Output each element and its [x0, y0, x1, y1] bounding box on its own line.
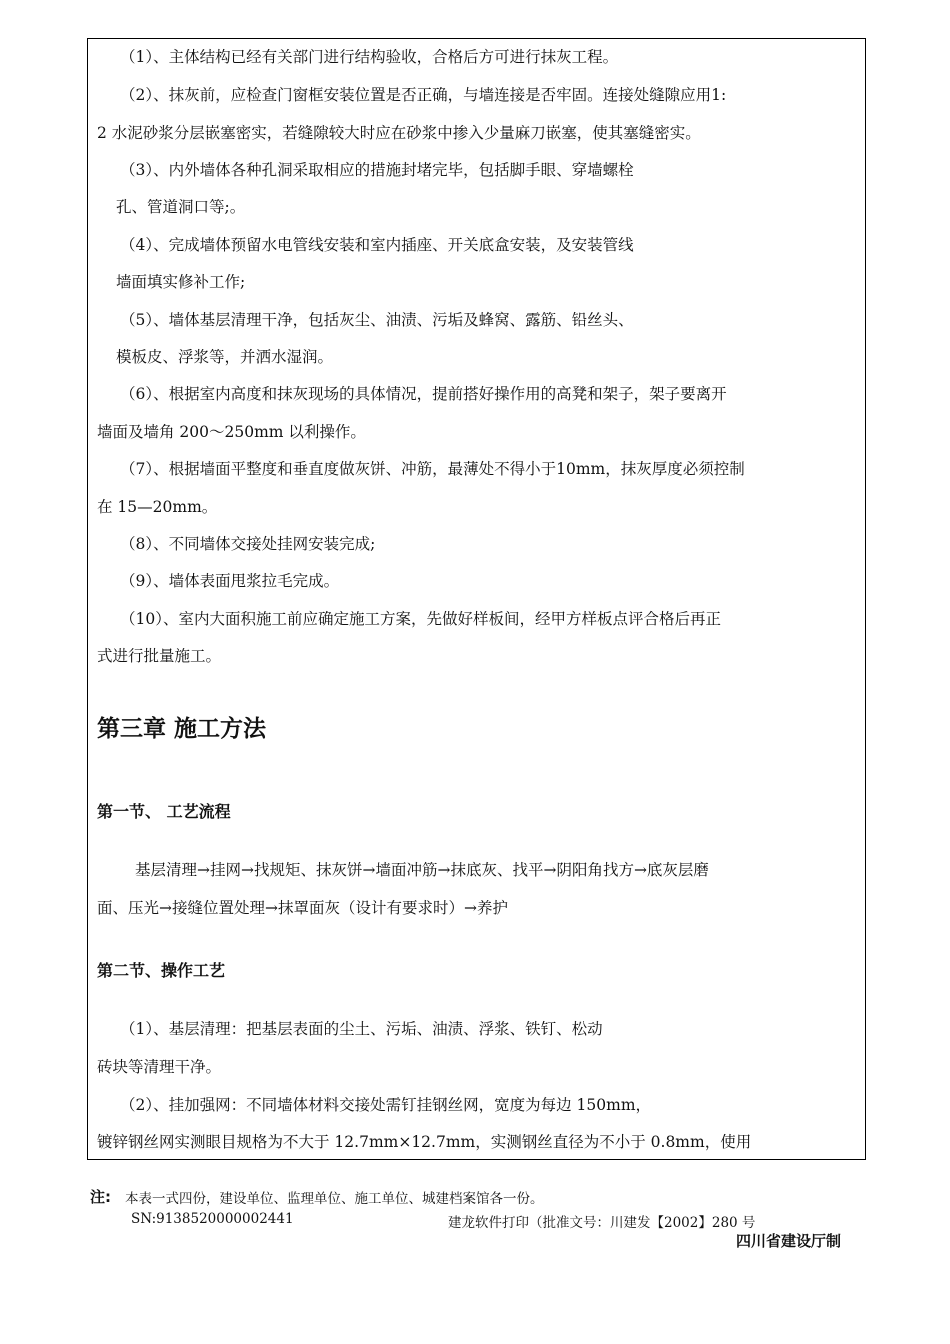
section-title-operation: 第二节、操作工艺: [97, 961, 226, 980]
body-line-3: 2 水泥砂浆分层嵌塞密实，若缝隙较大时应在砂浆中掺入少量麻刀嵌塞，使其塞缝密实。: [97, 124, 701, 142]
body-line-13: 在 15—20mm。: [97, 498, 218, 516]
body-line-10: （6）、根据室内高度和抹灰现场的具体情况，提前搭好操作用的高凳和架子，架子要离开: [120, 385, 727, 403]
body-line-6: （4）、完成墙体预留水电管线安装和室内插座、开关底盒安装，及安装管线: [120, 236, 634, 254]
body-line-5: 孔、管道洞口等;。: [116, 198, 246, 216]
body-line-12: （7）、根据墙面平整度和垂直度做灰饼、冲筋，最薄处不得小于10mm，抹灰厚度必须控制: [120, 460, 745, 478]
note-label: 注:: [90, 1188, 111, 1206]
body-line-1: （1）、主体结构已经有关部门进行结构验收，合格后方可进行抹灰工程。: [120, 48, 619, 66]
body-line-2: （2）、抹灰前，应检查门窗框安装位置是否正确，与墙连接是否牢固。连接处缝隙应用1:: [120, 86, 727, 104]
op-line-4: 镀锌钢丝网实测眼目规格为不大于 12.7mm×12.7mm，实测钢丝直径为不小于 0.8mm，使用: [97, 1133, 752, 1151]
op-line-2: 砖块等清理干净。: [97, 1058, 222, 1076]
issuer-label: 四川省建设厅制: [736, 1232, 842, 1250]
op-line-1: （1）、基层清理：把基层表面的尘土、污垢、油渍、浮浆、铁钉、松动: [120, 1020, 603, 1038]
body-line-4: （3）、内外墙体各种孔洞采取相应的措施封堵完毕，包括脚手眼、穿墙螺栓: [120, 161, 634, 179]
flow-line-1: 基层清理→挂网→找规矩、抹灰饼→墙面冲筋→抹底灰、找平→阴阳角找方→底灰层磨: [135, 861, 709, 879]
serial-number: SN:9138520000002441: [131, 1211, 294, 1227]
chapter-title: 第三章 施工方法: [97, 715, 267, 742]
flow-line-2: 面、压光→接缝位置处理→抹罩面灰（设计有要求时）→养护: [97, 899, 508, 917]
body-line-7: 墙面填实修补工作;: [116, 273, 246, 291]
print-info: 建龙软件打印（批准文号：川建发【2002】280 号: [448, 1215, 756, 1231]
body-line-16: （10）、室内大面积施工前应确定施工方案，先做好样板间，经甲方样板点评合格后再正: [120, 610, 721, 628]
body-line-11: 墙面及墙角 200～250mm 以利操作。: [97, 423, 366, 441]
body-line-9: 模板皮、浮浆等，并洒水湿润。: [116, 348, 334, 366]
section-title-process-flow: 第一节、 工艺流程: [97, 802, 231, 821]
body-line-8: （5）、墙体基层清理干净，包括灰尘、油渍、污垢及蜂窝、露筋、铅丝头、: [120, 311, 634, 329]
body-line-14: （8）、不同墙体交接处挂网安装完成;: [120, 535, 376, 553]
body-line-15: （9）、墙体表面甩浆拉毛完成。: [120, 572, 340, 590]
note-text: 本表一式四份，建设单位、监理单位、施工单位、城建档案馆各一份。: [125, 1191, 544, 1207]
op-line-3: （2）、挂加强网：不同墙体材料交接处需钉挂钢丝网，宽度为每边 150mm，: [120, 1096, 652, 1114]
body-line-17: 式进行批量施工。: [97, 647, 222, 665]
